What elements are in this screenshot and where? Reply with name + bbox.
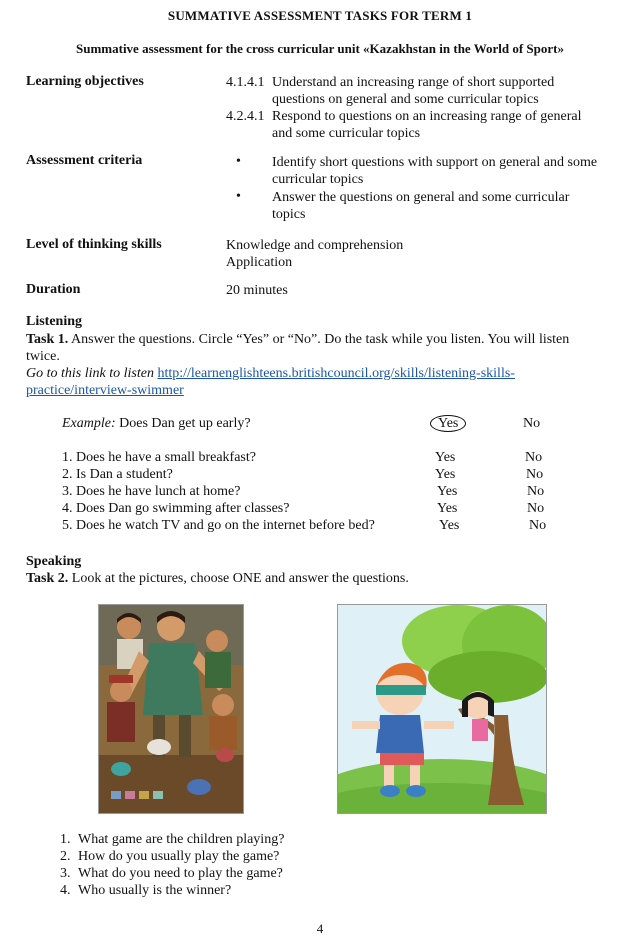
example-label: Example: <box>62 416 116 431</box>
link-prefix: Go to this link to listen <box>26 366 158 381</box>
listening-question: 4. Does Dan go swimming after classes? <box>62 501 290 516</box>
listening-question: 2. Is Dan a student? <box>62 467 173 482</box>
no-option[interactable]: No <box>525 450 543 465</box>
criterion-2 <box>272 189 618 223</box>
criterion-text-cont: topics <box>272 207 306 222</box>
objective-text: Respond to questions on an increasing range of general <box>272 109 582 124</box>
example-question <box>62 416 251 432</box>
listening-link[interactable]: http://learnenglishteens.britishcouncil.org/skills/listening-skills- <box>157 366 515 381</box>
criterion-1 <box>272 154 618 188</box>
task-text: Answer the questions. Circle “Yes” or “No”. Do the task while you listen. You will listen <box>68 332 570 347</box>
no-option[interactable]: No <box>527 501 545 516</box>
thinking-skill: Knowledge and comprehension <box>226 238 404 253</box>
speaking-question: 2. How do you usually play the game? <box>60 849 280 864</box>
task-label: Task 1. <box>26 332 69 347</box>
yes-option[interactable]: Yes <box>435 467 456 482</box>
example-text: Does Dan get up early? <box>115 416 251 431</box>
objective-code: 4.2.4.1 <box>226 109 265 124</box>
bullet-icon: • <box>236 154 241 169</box>
yes-option[interactable]: Yes <box>437 484 458 499</box>
speaking-question: 1. What game are the children playing? <box>60 832 285 847</box>
speaking-question: 4. Who usually is the winner? <box>60 883 232 898</box>
bullet-icon: • <box>236 189 241 204</box>
objective-text-cont: and some curricular topics <box>272 126 421 141</box>
speaking-question: 3. What do you need to play the game? <box>60 866 283 881</box>
yes-option[interactable]: Yes <box>439 518 460 533</box>
duration-label: Duration <box>26 282 81 297</box>
task-label: Task 2. <box>26 571 69 586</box>
objective-code: 4.1.4.1 <box>226 75 265 90</box>
listening-question: 1. Does he have a small breakfast? <box>62 450 256 465</box>
speaking-task <box>26 570 620 587</box>
learning-objectives-label: Learning objectives <box>26 74 144 89</box>
yes-option[interactable]: Yes <box>437 501 458 516</box>
thinking-skill: Application <box>226 255 293 270</box>
duration-value: 20 minutes <box>226 283 288 298</box>
picture-children-playing-asyk[interactable] <box>98 604 244 814</box>
task-text-cont: twice. <box>26 349 60 364</box>
objective-text-cont: questions on general and some curricular topics <box>272 92 539 107</box>
thinking-skills-values <box>226 237 403 271</box>
speaking-questions-list <box>60 831 284 899</box>
criterion-text: Answer the questions on general and some curricular <box>272 190 570 205</box>
thinking-skills-label: Level of thinking skills <box>26 237 162 252</box>
objective-text: Understand an increasing range of short supported <box>272 75 555 90</box>
listening-question: 3. Does he have lunch at home? <box>62 484 241 499</box>
criterion-text-cont: curricular topics <box>272 172 364 187</box>
picture-blind-mans-buff[interactable] <box>337 604 547 814</box>
example-no[interactable]: No <box>523 416 541 431</box>
asyk-illustration <box>99 605 243 813</box>
no-option[interactable]: No <box>529 518 547 533</box>
listening-link-cont[interactable]: practice/interview-swimmer <box>26 383 184 398</box>
no-option[interactable]: No <box>527 484 545 499</box>
no-option[interactable]: No <box>526 467 544 482</box>
blind-mans-buff-illustration <box>338 605 546 813</box>
page-subtitle: Summative assessment for the cross curricular unit «Kazakhstan in the World of Sport» <box>76 41 564 56</box>
criterion-text: Identify short questions with support on general and some <box>272 155 598 170</box>
objective-2 <box>226 108 618 142</box>
listening-question: 5. Does he watch TV and go on the internet before bed? <box>62 518 375 533</box>
page-title: SUMMATIVE ASSESSMENT TASKS FOR TERM 1 <box>167 8 473 23</box>
yes-option[interactable]: Yes <box>435 450 456 465</box>
task-text: Look at the pictures, choose ONE and answer the questions. <box>68 571 409 586</box>
listening-heading: Listening <box>26 314 83 329</box>
speaking-heading: Speaking <box>26 554 82 569</box>
objective-1 <box>226 74 618 108</box>
page-number: 4 <box>316 921 324 936</box>
listening-task <box>26 331 620 399</box>
example-yes-circled[interactable]: Yes <box>430 416 466 432</box>
assessment-criteria-label: Assessment criteria <box>26 153 143 168</box>
